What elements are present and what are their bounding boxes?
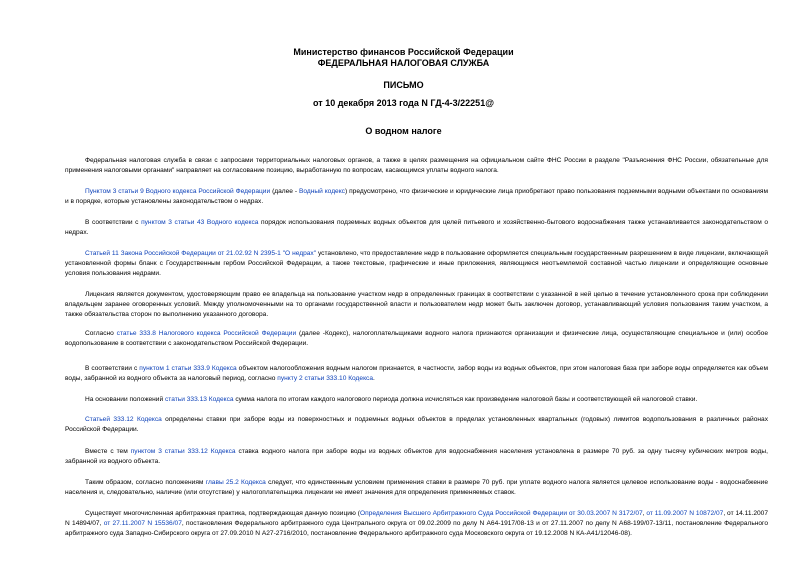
doc-type: ПИСЬМО bbox=[383, 80, 424, 90]
link-tax-code-333-13[interactable]: статьи 333.13 Кодекса bbox=[165, 396, 234, 403]
link-vas-ruling-3172[interactable]: Определения Высшего Арбитражного Суда Российской Федерации от 30.03.2007 N 3172/07 bbox=[359, 510, 643, 517]
link-water-code-art9[interactable]: Пунктом 3 статьи 9 Водного кодекса Российской Федерации bbox=[85, 188, 271, 195]
paragraph-5: Лицензия является документом, удостоверяющим право ее владельца на пользование участком недр в определенных границах в соответствии с указанной в ней целью в течение установленного срока при соблюдении владельцем заранее оговоренных условий. Между уполномоченными на то органами государственной власти и пользователем недр может быть заключен договор, устанавливающий условия пользования таким участком, а также обязательства сторон по выполнению указанного договора. bbox=[65, 291, 768, 319]
link-tax-code-333-12[interactable]: Статьей 333.12 Кодекса bbox=[85, 416, 162, 423]
paragraph-9: Статьей 333.12 Кодекса определены ставки при заборе воды из поверхностных и подземных водных объектов в пределах установленных квартальных (годовых) лимитов водопользования в различных районах Российской Федерации. bbox=[65, 416, 769, 434]
service-title: ФЕДЕРАЛЬНАЯ НАЛОГОВАЯ СЛУЖБА bbox=[317, 58, 490, 68]
paragraph-10: Вместе с тем пунктом 3 статьи 333.12 Кодекса ставка водного налога при заборе воды из водных объектов для водоснабжения населения установлена в размере 70 руб. за одну тысячу кубических метров воды, забранной из водного объекта. bbox=[65, 448, 768, 466]
paragraph-8: На основании положений статьи 333.13 Кодекса сумма налога по итогам каждого налогового периода должна исчисляться как произведение налоговой базы и соответствующей ей налоговой ставки. bbox=[85, 396, 698, 403]
paragraph-11: Таким образом, согласно положениям главы 25.2 Кодекса следует, что единственным условием применения ставки в размере 70 руб. при уплате водного налога является целевое использование воды - водоснабжение населения и, следовательно, наличие (или отсутствие) у налогоплательщика лицензии не имеет значения для определения применяемых ставок. bbox=[65, 479, 768, 497]
link-water-code[interactable]: Водный кодекс bbox=[298, 188, 345, 195]
paragraph-3: В соответствии с пунктом 3 статьи 43 Водного кодекса порядок использования подземных водных объектов для целей питьевого и хозяйственно-бытового водоснабжения также устанавливается законодательством о недрах. bbox=[65, 219, 769, 237]
doc-subject: О водном налоге bbox=[365, 126, 442, 136]
ministry-title: Министерство финансов Российской Федерации bbox=[293, 47, 514, 57]
paragraph-4: Статьей 11 Закона Российской Федерации от 21.02.92 N 2395-1 "О недрах" установлено, что предоставление недр в пользование оформляется специальным государственным разрешением в виде лицензии, включающей установленной формы бланк с Государственным гербом Российской Федерации, а также текстовые, графические и иные приложения, являющиеся неотъемлемой составной частью лицензии и определяющие основные условия пользования недрами. bbox=[65, 250, 769, 278]
link-tax-code-333-10[interactable]: пункту 2 статьи 333.10 Кодекса bbox=[277, 375, 373, 383]
link-water-code-art43[interactable]: пунктом 3 статьи 43 Водного кодекса bbox=[141, 219, 259, 226]
paragraph-7: В соответствии с пунктом 1 статьи 333.9 Кодекса объектом налогообложения водным налогом признается, в частности, забор воды из водных объектов, при этом налоговая база при заборе воды определяется как объем воды, забранной из водного объекта за налоговый период, согласно пункту 2 статьи 333.10 Кодекса. bbox=[65, 365, 768, 383]
link-vas-ruling-10872[interactable]: от 11.09.2007 N 10872/07 bbox=[646, 510, 724, 517]
link-vas-ruling-15536[interactable]: от 27.11.2007 N 15536/07 bbox=[103, 520, 182, 528]
paragraph-6: Согласно статье 333.8 Налогового кодекса Российской Федерации (далее -Кодекс), налогоплательщиками водного налога признаются организации и физические лица, осуществляющие специальное и (или) особое водопользование в соответствии с законодательством Российской Федерации. bbox=[65, 330, 768, 348]
paragraph-12: Существует многочисленная арбитражная практика, подтверждающая данную позицию (Определения Высшего Арбитражного Суда Российской Федерации от 30.03.2007 N 3172/07, от 11.09.2007 N 10872/07, от 14.11.2007 N 14894/07, от 27.11.2007 N 15536/07, постановления Федерального арбитражного суда Центрального округа от 09.02.2009 по делу N А64-1917/08-13 и от 27.11.2007 по делу N А68-199/07-13/11, постановление Федерального арбитражного суда Западно-Сибирского округа от 27.09.2010 N А27-2716/2010, постановление Федерального арбитражного суда Московского округа от 19.12.2008 N КА-А41/12046-08). bbox=[65, 510, 768, 538]
link-tax-code-333-12-p3[interactable]: пунктом 3 статьи 333.12 Кодекса bbox=[130, 448, 236, 455]
paragraph-2: Пунктом 3 статьи 9 Водного кодекса Российской Федерации (далее - Водный кодекс) предусмотрено, что физические и юридические лица приобретают право пользования подземными водными объектами по основаниям и в порядке, которые установлены законодательством о недрах. bbox=[65, 188, 768, 206]
link-tax-code-333-8[interactable]: статье 333.8 Налогового кодекса Российской Федерации bbox=[116, 330, 297, 337]
doc-date-number: от 10 декабря 2013 года N ГД-4-3/22251@ bbox=[313, 98, 494, 108]
link-tax-code-ch25-2[interactable]: главы 25.2 Кодекса bbox=[205, 479, 266, 486]
link-tax-code-333-9[interactable]: пунктом 1 статьи 333.9 Кодекса bbox=[139, 365, 237, 372]
link-subsoil-law[interactable]: Статьей 11 Закона Российской Федерации от 21.02.92 N 2395-1 "О недрах" bbox=[85, 250, 317, 257]
paragraph-1: Федеральная налоговая служба в связи с запросами территориальных налоговых органов, а также в целях размещения на официальном сайте ФНС России в разделе "Разъяснения ФНС России, обязательные для применения налоговыми органами" направляет на согласование позицию, выработанную по вопросам, касающимся уплаты водного налога. bbox=[65, 157, 768, 175]
